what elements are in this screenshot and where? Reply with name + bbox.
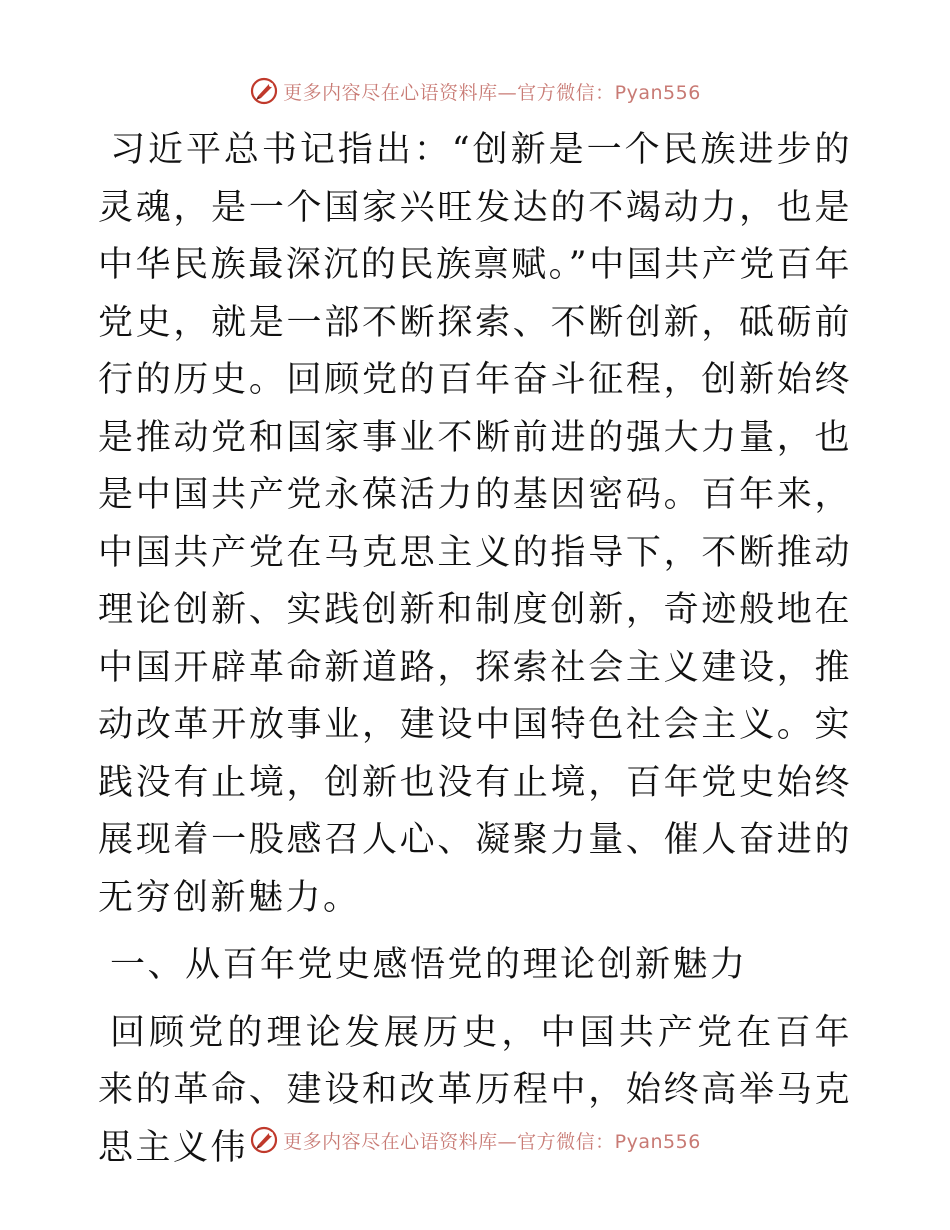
watermark-text-cn: 更多内容尽在心语资料库—官方微信： [283,1130,615,1153]
watermark-text [283,1127,701,1154]
footer-watermark-banner [0,1120,950,1160]
logo-icon [249,76,279,106]
document-body [98,122,852,1177]
watermark-text-cn: 更多内容尽在心语资料库—官方微信： [283,81,615,104]
watermark-wechat-id: Pyan556 [614,1130,701,1153]
header-watermark-banner [0,71,950,111]
logo-icon [249,1125,279,1155]
body-paragraph-1: 习近平总书记指出：“创新是一个民族进步的灵魂，是一个国家兴旺发达的不竭动力，也是中华民族最深沉的民族禀赋。”中国共产党百年党史，就是一部不断探索、不断创新，砥砺前行的历史。回顾党的百年奋斗征程，创新始终是推动党和国家事业不断前进的强大力量，也是中国共产党永葆活力的基因密码。百年来，中国共产党在马克思主义的指导下，不断推动理论创新、实践创新和制度创新，奇迹般地在中国开辟革命新道路，探索社会主义建设，推动改革开放事业，建设中国特色社会主义。实践没有止境，创新也没有止境，百年党史始终展现着一股感召人心、凝聚力量、催人奋进的无穷创新魅力。 [98,130,852,918]
section-heading-1: 一、从百年党史感悟党的理论创新魅力 [110,945,748,985]
watermark-text [283,78,701,105]
watermark-wechat-id: Pyan556 [614,81,701,104]
body-paragraph-2: 回顾党的理论发展历史，中国共产党在百年来的革命、建设和改革历程中，始终高举马克思主义伟 [98,1012,852,1168]
